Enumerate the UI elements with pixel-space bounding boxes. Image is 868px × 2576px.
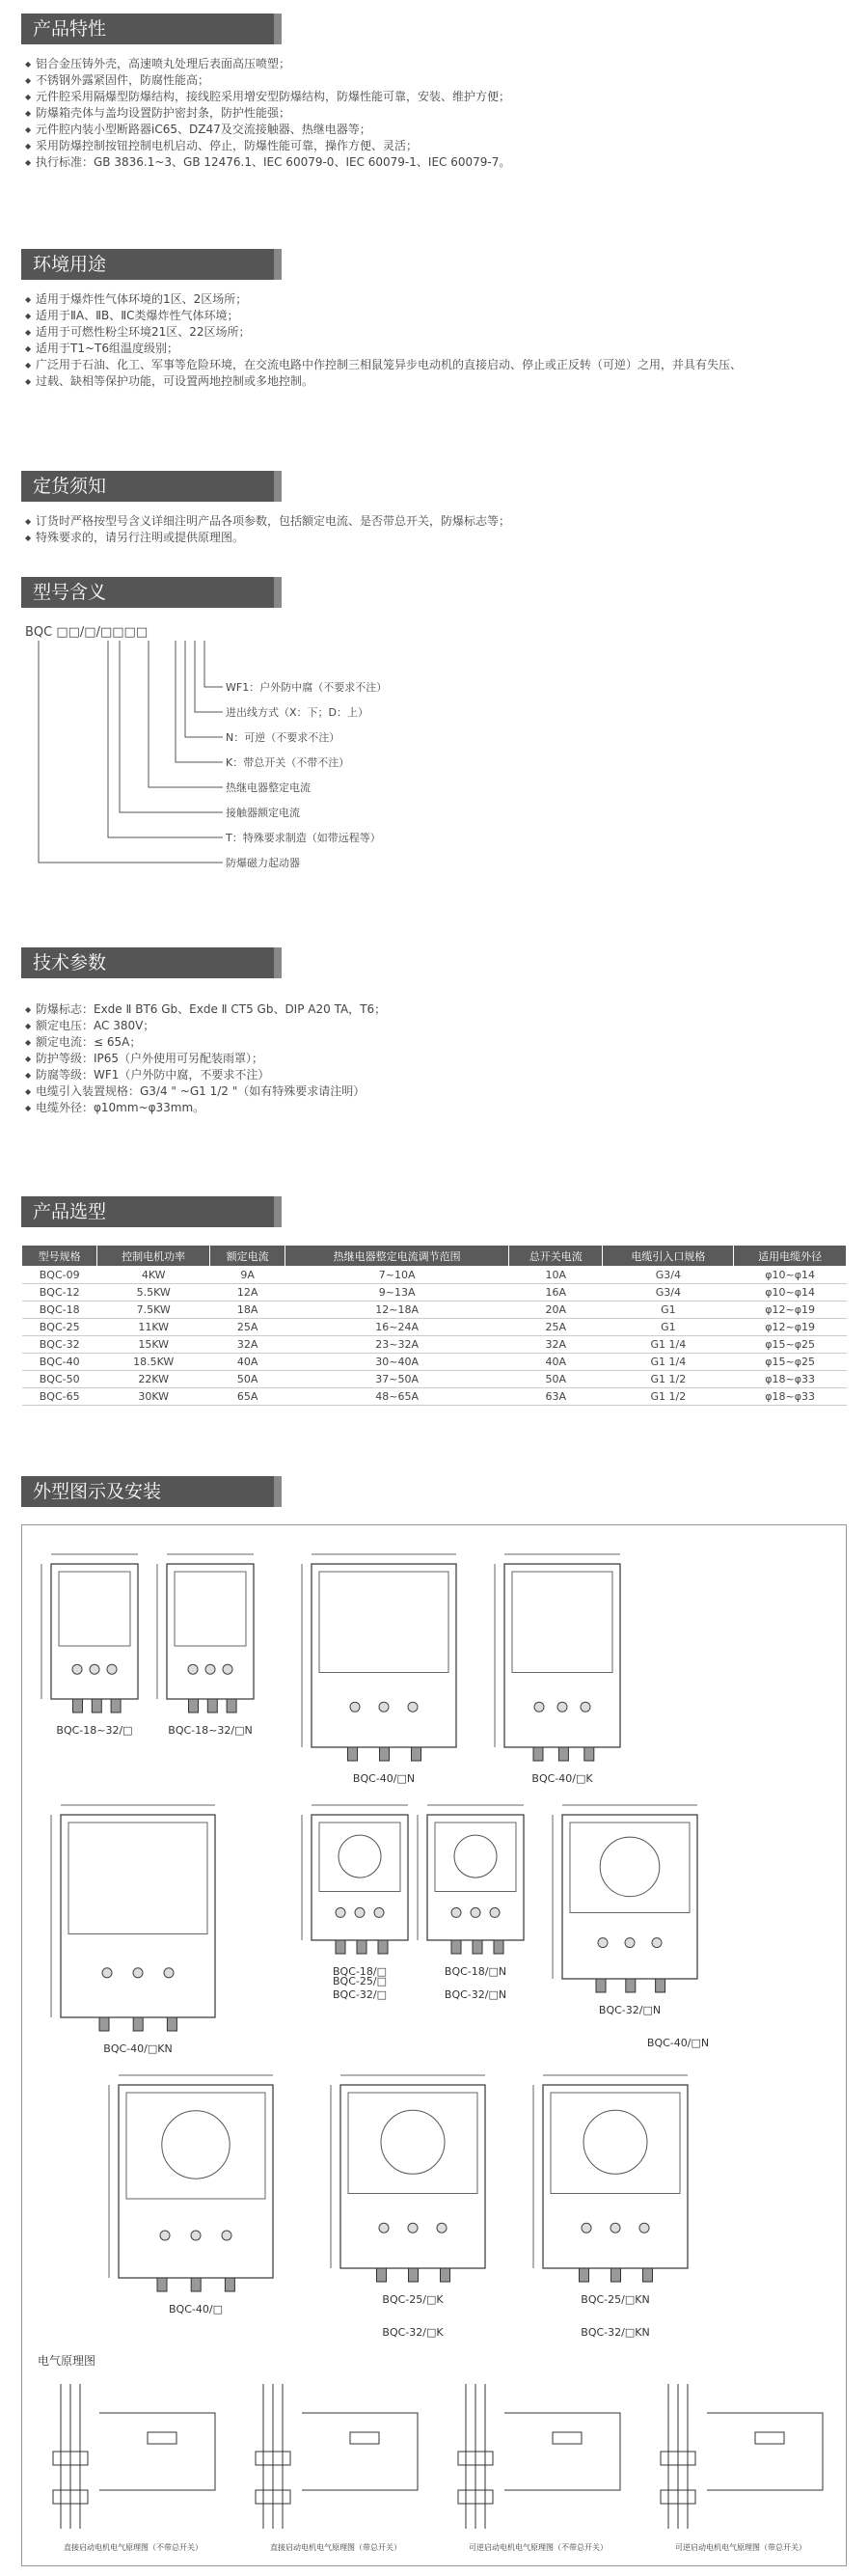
feature-item: ◆ 防爆箱壳体与盖均设置防护密封条，防护性能强；: [25, 105, 510, 122]
drawing-caption: BQC-32/□: [333, 1988, 387, 2001]
usage-item: ◆ 广泛用于石油、化工、军事等危险环境，在交流电路中作控制三相鼠笼异步电动机的直接启动、停止或正反转（可逆）之用，并具有失压、: [25, 357, 742, 373]
section-title-model: 型号含义: [21, 577, 282, 608]
enclosure-drawing: [109, 2075, 273, 2291]
table-cell: 18A: [210, 1302, 285, 1319]
enclosure-drawing: [331, 2075, 485, 2282]
drawing-caption: BQC-25/□KN: [581, 2293, 650, 2306]
table-row: [22, 1354, 847, 1371]
enclosure-drawing: [51, 1805, 215, 2031]
model-label: N：可逆（不要求不注）: [226, 731, 340, 744]
table-cell: 23~32A: [285, 1336, 509, 1354]
drawing-caption: BQC-25/□: [333, 1975, 387, 1987]
table-cell: G1: [603, 1319, 734, 1336]
tech-item: ◆ 防腐等级：WF1（户外防中腐，不要求不注）: [25, 1067, 386, 1083]
table-cell: G1 1/4: [603, 1354, 734, 1371]
schematic-caption: 直接启动电机电气原理图（不带总开关）: [64, 2543, 203, 2552]
table-cell: 37~50A: [285, 1371, 509, 1388]
enclosure-drawing: [302, 1554, 456, 1761]
section-title-outline: 外型图示及安装: [21, 1476, 282, 1507]
table-cell: BQC-12: [22, 1284, 97, 1302]
table-cell: φ18~φ33: [734, 1388, 847, 1406]
model-label: 防爆磁力起动器: [226, 857, 300, 869]
usage-item: ◆ 适用于爆炸性气体环境的1区、2区场所；: [25, 291, 742, 308]
order-item: ◆ 特殊要求的，请另行注明或提供原理图。: [25, 530, 510, 546]
drawing-caption: BQC-40/□N: [646, 2037, 710, 2049]
table-cell: 48~65A: [285, 1388, 509, 1406]
table-cell: φ18~φ33: [734, 1371, 847, 1388]
table-cell: φ12~φ19: [734, 1302, 847, 1319]
table-row: [22, 1267, 847, 1284]
schematic-title: 电气原理图: [38, 2354, 96, 2368]
feature-item: ◆ 元件腔内装小型断路器iC65、DZ47及交流接触器、热继电器等；: [25, 122, 510, 138]
outline-drawings: [21, 1524, 847, 2566]
tech-item: ◆ 电缆外径：φ10mm~φ33mm。: [25, 1100, 386, 1116]
enclosure-drawing: [553, 1805, 697, 1992]
schematic-caption: 可逆启动电机电气原理图（带总开关）: [675, 2543, 806, 2552]
drawing-caption: BQC-32/□KN: [581, 2326, 650, 2339]
table-cell: G1: [603, 1302, 734, 1319]
table-header-cell: 控制电机功率: [97, 1246, 210, 1267]
schematic-diagram: [53, 2384, 215, 2529]
table-header-cell: 适用电缆外径: [734, 1246, 847, 1267]
drawing-caption: BQC-40/□: [169, 2303, 223, 2316]
table-cell: BQC-32: [22, 1336, 97, 1354]
table-cell: φ10~φ14: [734, 1267, 847, 1284]
outline-drawings-svg: [22, 1525, 848, 2567]
table-row: [22, 1371, 847, 1388]
table-cell: 40A: [508, 1354, 603, 1371]
feature-item: ◆ 执行标准：GB 3836.1~3、GB 12476.1、IEC 60079-0、IEC 60079-1、IEC 60079-7。: [25, 154, 510, 171]
drawing-caption: BQC-40/□N: [352, 1772, 416, 1785]
schematic-caption: 直接启动电机电气原理图（带总开关）: [270, 2543, 401, 2552]
table-cell: G3/4: [603, 1267, 734, 1284]
section-title-tech: 技术参数: [21, 947, 282, 978]
table-cell: 25A: [508, 1319, 603, 1336]
table-cell: 9~13A: [285, 1284, 509, 1302]
table-cell: BQC-50: [22, 1371, 97, 1388]
table-cell: 10A: [508, 1267, 603, 1284]
table-cell: 18.5KW: [97, 1354, 210, 1371]
table-cell: 5.5KW: [97, 1284, 210, 1302]
schematic-diagram: [661, 2384, 823, 2529]
table-cell: 20A: [508, 1302, 603, 1319]
table-cell: 50A: [508, 1371, 603, 1388]
table-header-cell: 总开关电流: [508, 1246, 603, 1267]
table-cell: 12~18A: [285, 1302, 509, 1319]
table-cell: 40A: [210, 1354, 285, 1371]
usage-item: ◆ 适用于可燃性粉尘环境21区、22区场所；: [25, 324, 742, 341]
model-meaning-diagram: [25, 625, 430, 915]
drawing-caption: BQC-18/□N: [444, 1965, 507, 1978]
usage-item: ◆ 适用于T1~T6组温度级别；: [25, 341, 742, 357]
tech-item: ◆ 电缆引入装置规格：G3/4 " ~G1 1/2 "（如有特殊要求请注明）: [25, 1083, 386, 1100]
table-cell: G3/4: [603, 1284, 734, 1302]
table-cell: 16~24A: [285, 1319, 509, 1336]
model-code: BQC □□/□/□□□□: [25, 625, 149, 640]
table-cell: G1 1/2: [603, 1371, 734, 1388]
table-cell: 32A: [210, 1336, 285, 1354]
table-cell: φ15~φ25: [734, 1336, 847, 1354]
table-header-cell: 电缆引入口规格: [603, 1246, 734, 1267]
table-cell: BQC-65: [22, 1388, 97, 1406]
schematic-diagram: [458, 2384, 620, 2529]
enclosure-drawing: [418, 1805, 524, 1954]
table-cell: 15KW: [97, 1336, 210, 1354]
drawing-caption: BQC-40/□K: [531, 1772, 593, 1785]
table-row: [22, 1302, 847, 1319]
enclosure-drawing: [41, 1554, 138, 1713]
tech-item: ◆ 额定电流：≤ 65A；: [25, 1034, 386, 1051]
table-cell: 9A: [210, 1267, 285, 1284]
drawing-caption: BQC-18/□: [333, 1965, 387, 1978]
table-cell: 30~40A: [285, 1354, 509, 1371]
section-title-order: 定货须知: [21, 471, 282, 502]
table-cell: 30KW: [97, 1388, 210, 1406]
feature-item: ◆ 元件腔采用隔爆型防爆结构，接线腔采用增安型防爆结构，防爆性能可靠，安装、维护方便；: [25, 89, 510, 105]
table-cell: 65A: [210, 1388, 285, 1406]
drawing-caption: BQC-32/□N: [444, 1988, 507, 2001]
tech-item: ◆ 防护等级：IP65（户外使用可另配装雨罩）；: [25, 1051, 386, 1067]
usage-item: ◆ 过载、缺相等保护功能，可设置两地控制或多地控制。: [25, 373, 742, 390]
drawing-caption: BQC-18~32/□: [56, 1724, 133, 1737]
table-cell: 4KW: [97, 1267, 210, 1284]
tech-item: ◆ 防爆标志：Exde Ⅱ BT6 Gb、Exde Ⅱ CT5 Gb、DIP A20 TA，T6；: [25, 1001, 386, 1018]
table-row: [22, 1388, 847, 1406]
model-label: K：带总开关（不带不注）: [226, 756, 350, 769]
table-cell: 16A: [508, 1284, 603, 1302]
table-cell: 7.5KW: [97, 1302, 210, 1319]
order-list: [25, 513, 510, 546]
model-label: 热继电器整定电流: [226, 781, 311, 794]
model-label: WF1：户外防中腐（不要求不注）: [226, 681, 388, 694]
drawing-caption: BQC-40/□KN: [103, 2042, 173, 2055]
drawing-caption: BQC-32/□N: [598, 2004, 662, 2016]
feature-item: ◆ 铝合金压铸外壳，高速喷丸处理后表面高压喷塑；: [25, 56, 510, 72]
table-row: [22, 1319, 847, 1336]
feature-item: ◆ 不锈钢外露紧固件，防腐性能高；: [25, 72, 510, 89]
drawing-caption: BQC-32/□K: [382, 2326, 444, 2339]
table-cell: 50A: [210, 1371, 285, 1388]
model-label: 进出线方式（X：下；D：上）: [226, 706, 369, 719]
table-cell: φ10~φ14: [734, 1284, 847, 1302]
table-header-cell: 热继电器整定电流调节范围: [285, 1246, 509, 1267]
usage-list: [25, 291, 742, 390]
tech-list: [25, 1001, 386, 1116]
table-cell: BQC-40: [22, 1354, 97, 1371]
order-item: ◆ 订货时严格按型号含义详细注明产品各项参数，包括额定电流、是否带总开关，防爆标志等；: [25, 513, 510, 530]
table-cell: 11KW: [97, 1319, 210, 1336]
model-label: T：特殊要求制造（如带远程等）: [226, 832, 381, 844]
table-cell: 63A: [508, 1388, 603, 1406]
section-title-features: 产品特性: [21, 14, 282, 44]
table-cell: BQC-18: [22, 1302, 97, 1319]
features-list: [25, 56, 510, 171]
table-row: [22, 1284, 847, 1302]
table-cell: φ15~φ25: [734, 1354, 847, 1371]
usage-item: ◆ 适用于ⅡA、ⅡB、ⅡC类爆炸性气体环境；: [25, 308, 742, 324]
table-cell: 12A: [210, 1284, 285, 1302]
schematic-caption: 可逆启动电机电气原理图（不带总开关）: [469, 2543, 608, 2552]
table-header-cell: 额定电流: [210, 1246, 285, 1267]
enclosure-drawing: [157, 1554, 254, 1713]
table-cell: 22KW: [97, 1371, 210, 1388]
table-row: [22, 1336, 847, 1354]
model-leader-lines: [25, 625, 430, 915]
model-label: 接触器额定电流: [226, 807, 300, 819]
drawing-caption: BQC-18~32/□N: [168, 1724, 253, 1737]
enclosure-drawing: [495, 1554, 620, 1761]
enclosure-drawing: [302, 1805, 408, 1954]
table-cell: G1 1/2: [603, 1388, 734, 1406]
table-cell: 25A: [210, 1319, 285, 1336]
table-cell: G1 1/4: [603, 1336, 734, 1354]
section-title-selection: 产品选型: [21, 1196, 282, 1227]
drawing-caption: BQC-25/□K: [382, 2293, 444, 2306]
table-cell: 32A: [508, 1336, 603, 1354]
section-title-usage: 环境用途: [21, 249, 282, 280]
table-header-cell: 型号规格: [22, 1246, 97, 1267]
table-cell: BQC-09: [22, 1267, 97, 1284]
selection-table: [21, 1245, 847, 1406]
enclosure-drawing: [533, 2075, 688, 2282]
table-cell: φ12~φ19: [734, 1319, 847, 1336]
schematic-diagram: [256, 2384, 418, 2529]
table-cell: BQC-25: [22, 1319, 97, 1336]
table-cell: 7~10A: [285, 1267, 509, 1284]
feature-item: ◆ 采用防爆控制按钮控制电机启动、停止，防爆性能可靠，操作方便、灵活；: [25, 138, 510, 154]
tech-item: ◆ 额定电压：AC 380V；: [25, 1018, 386, 1034]
